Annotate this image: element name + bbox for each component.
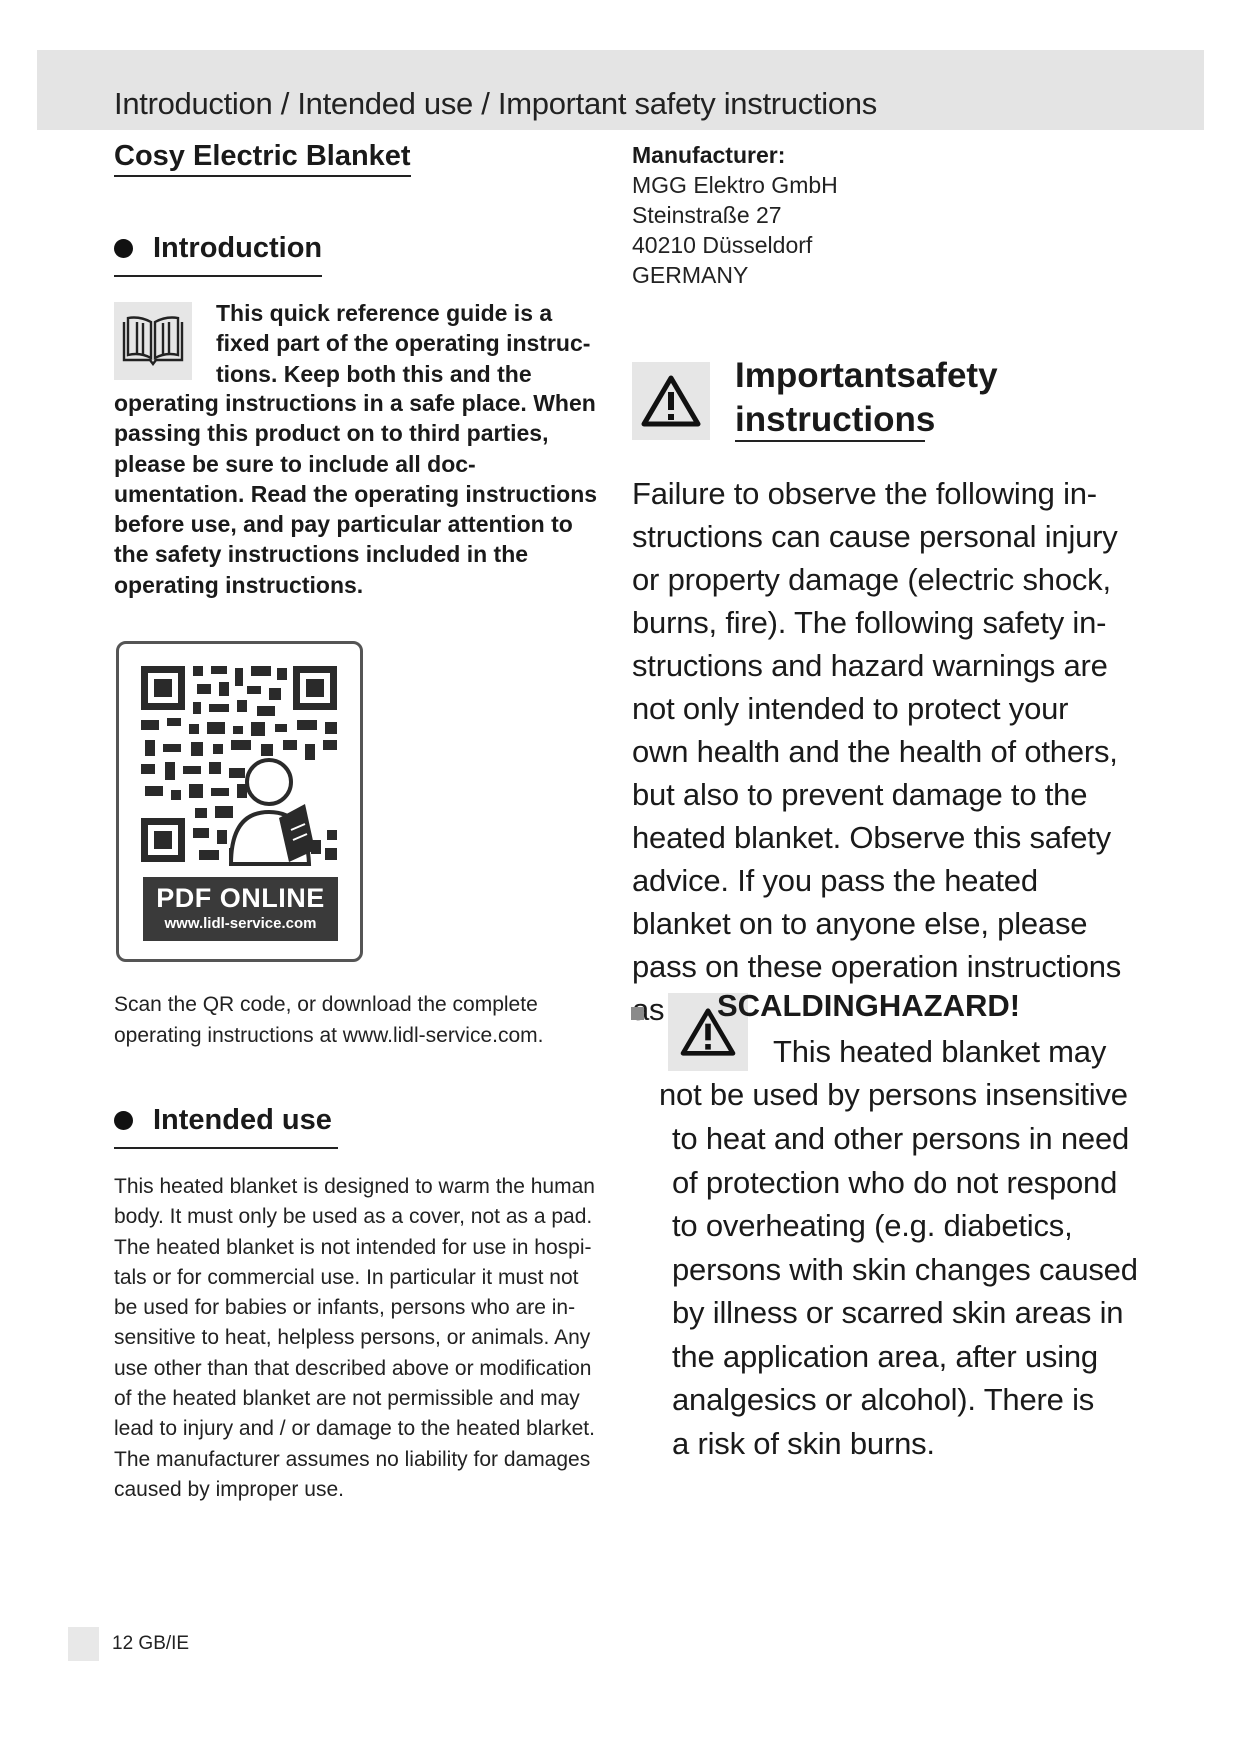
footer-tab (68, 1627, 99, 1661)
scalding-text-line: analgesics or alcohol). There is (672, 1382, 1095, 1417)
scalding-hazard-title: SCALDINGHAZARD! (717, 988, 1021, 1023)
heading-underline (114, 275, 322, 277)
scalding-text-line: This heated blanket may (773, 1034, 1107, 1069)
scalding-text-line: of protection who do not respond (672, 1165, 1118, 1200)
introduction-heading (114, 232, 322, 265)
qr-caption: Scan the QR code, or download the complete operating instructions at www.lidl-service.com. (114, 993, 544, 1047)
pdf-online-title: PDF ONLINE (156, 883, 325, 913)
warning-triangle-icon (632, 362, 710, 440)
safety-intro-text: Failure to observe the following in-structions can cause personal injury or property damage (electric shock, burns, fire). The following safety in-structions and hazard warnings are not only intended to protect your own health and the health of others, but also to prevent damage to the heated blanket. Observe this safety advice. If you pass the heated blanket on to anyone else, please pass on these operation instructions as (632, 476, 1122, 1027)
introduction-heading-text: Introduction (153, 232, 323, 264)
product-title: Cosy Electric Blanket (114, 140, 411, 177)
qr-code-icon (119, 644, 360, 874)
scalding-text-line: a risk of skin burns. (672, 1426, 935, 1461)
safety-heading-line2: instructions (735, 400, 936, 439)
scalding-text-line: to overheating (e.g. diabetics, (672, 1208, 1073, 1243)
page-header-title: Introduction / Intended use / Important safety instructions (114, 86, 877, 121)
book-icon (114, 302, 192, 380)
manufacturer-line: 40210 Düsseldorf (632, 232, 813, 258)
page-footer (112, 1633, 189, 1655)
manufacturer-line: Steinstraße 27 (632, 202, 782, 228)
safety-heading-underline (735, 440, 925, 442)
pdf-online-url: www.lidl-service.com (164, 915, 317, 932)
square-bullet (631, 1007, 644, 1020)
qr-card[interactable] (116, 641, 363, 962)
scalding-text-line: persons with skin changes caused (672, 1252, 1138, 1287)
scalding-text-line: by illness or scarred skin areas in (672, 1295, 1124, 1330)
intended-use-heading (114, 1104, 332, 1137)
safety-heading-line1: Importantsafety (735, 356, 998, 395)
safety-heading (735, 354, 998, 442)
warning-triangle-svg (640, 374, 702, 428)
locale-label: GB/IE (138, 1633, 190, 1654)
manufacturer-line: MGG Elektro GmbH (632, 172, 838, 198)
bullet-dot (114, 1111, 133, 1130)
book-icon-svg (120, 314, 186, 368)
intended-use-text: This heated blanket is designed to warm the human body. It must only be used as a cover, not as a pad. The heated blanket is not intended for use in hospi-tals or for commercial use. In particular it must not be used for babies or infants, persons who are in-sensitive to heat, helpless persons, or animals. Any use other than that described above or modification of the heated blanket are not permissible and may lead to injury and / or damage to the heated blarket. The manufacturer assumes no liability for damages caused by improper use. (114, 1175, 595, 1501)
heading-underline (114, 1147, 338, 1149)
bullet-dot (114, 239, 133, 258)
introduction-text-rest: operating instructions in a safe place. When passing this product on to third parties, please be sure to include all doc-umentation. Read the operating instructions before use, and pay particular attention to the safety instructions included in the operating instructions. (114, 390, 598, 598)
scalding-text-line: the application area, after using (672, 1339, 1098, 1374)
scalding-text-line: not be used by persons insensitive (659, 1077, 1128, 1112)
manufacturer-line: GERMANY (632, 262, 749, 288)
scalding-text-line: to heat and other persons in need (672, 1121, 1130, 1156)
page-number: 12 (112, 1633, 134, 1654)
pdf-online-banner (143, 877, 338, 941)
intended-use-heading-text: Intended use (153, 1104, 332, 1136)
introduction-text-first: This quick reference guide is a fixed part of the operating instruc-tions. Keep both this and the (216, 300, 591, 387)
manufacturer-label: Manufacturer: (632, 142, 786, 168)
